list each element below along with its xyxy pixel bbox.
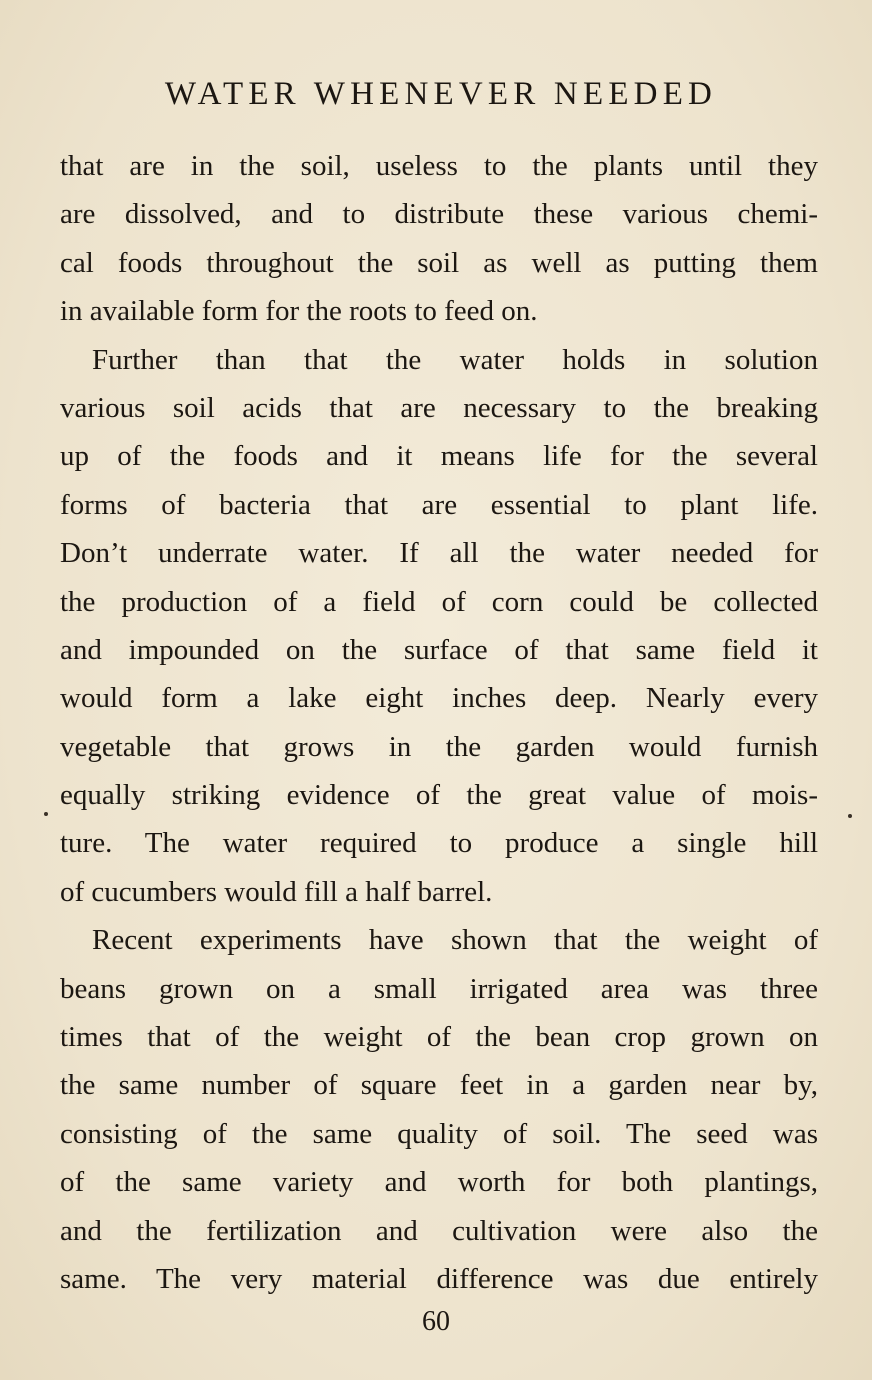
text-line: forms of bacteria that are essential to plant life. — [60, 488, 818, 521]
text-line: ture. The water required to produce a single hill — [60, 827, 818, 860]
text-line: up of the foods and it means life for the several — [60, 440, 818, 473]
text-line: various soil acids that are necessary to the breaking — [60, 391, 818, 424]
text-line: the same number of square feet in a garden near by, — [60, 1069, 818, 1102]
text-line: Don’t underrate water. If all the water needed for — [60, 537, 818, 570]
text-line: consisting of the same quality of soil. The seed was — [60, 1117, 818, 1150]
text-line: same. The very material difference was due entirely — [60, 1262, 818, 1295]
text-line: the production of a field of corn could be collected — [60, 585, 818, 618]
text-line: of the same variety and worth for both plantings, — [60, 1166, 818, 1199]
text-line: Recent experiments have shown that the weight of — [92, 924, 818, 957]
text-line: would form a lake eight inches deep. Nearly every — [60, 682, 818, 715]
text-line: vegetable that grows in the garden would furnish — [60, 730, 818, 763]
text-line: that are in the soil, useless to the plants until they — [60, 150, 818, 182]
text-line: and the fertilization and cultivation were also the — [60, 1214, 818, 1247]
text-line: and impounded on the surface of that same field it — [60, 633, 818, 666]
text-line: of cucumbers would fill a half barrel. — [60, 875, 493, 908]
ink-speck — [848, 814, 852, 818]
text-line: equally striking evidence of the great value of mois- — [60, 779, 818, 812]
text-line: Further than that the water holds in solution — [92, 343, 818, 376]
text-line: in available form for the roots to feed on. — [60, 295, 538, 328]
text-line: are dissolved, and to distribute these various chemi- — [60, 198, 818, 231]
running-head: WATER WHENEVER NEEDED — [164, 76, 718, 112]
text-line: beans grown on a small irrigated area was three — [60, 972, 818, 1005]
body-text — [60, 142, 818, 1303]
text-line: times that of the weight of the bean crop grown on — [60, 1021, 818, 1054]
ink-speck — [44, 812, 48, 816]
text-line: cal foods throughout the soil as well as putting them — [60, 246, 818, 279]
page-number: 60 — [422, 1306, 450, 1337]
